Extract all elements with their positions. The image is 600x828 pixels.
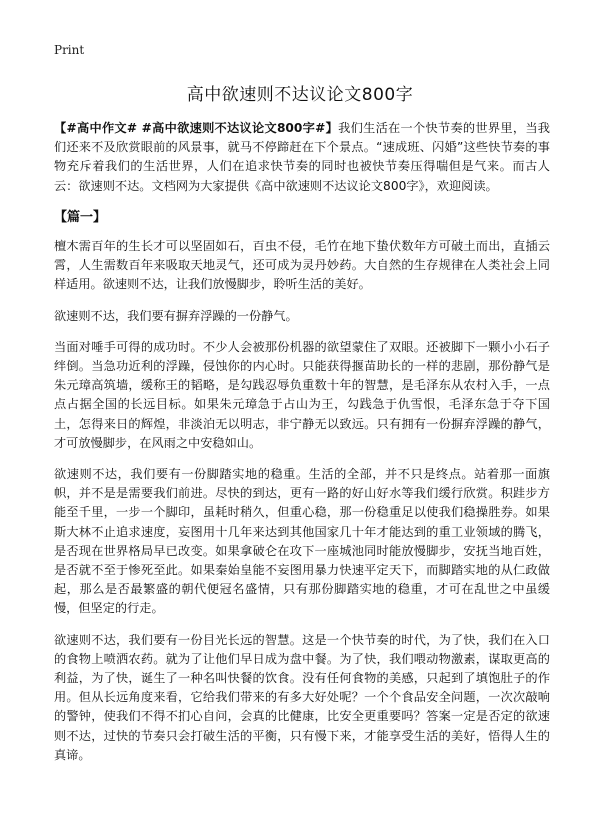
paragraph: 檀木需百年的生长才可以坚固如石，百虫不侵，毛竹在地下蛰伏数年方可破土而出，直插云霄，人生需数百年来吸取天地灵气，还可成为灵丹妙药。大自然的生存规律在人类社会上同样适用。欲速则不达，让我们放慢脚步，聆听生活的美好。 [54,239,550,292]
print-link[interactable]: Print [54,43,85,57]
intro-text: 我们生活在一个快节奏的世界里，当我们还来不及欣赏眼前的风景事，就马不停蹄赶在下个景点。“速成班、闪婚”这些快节奏的事物充斥着我们的生活世界，人们在追求快节奏的同时也被快节奏压得喘但是气来。而古人云：欲速则不达。文档网为大家提供《高中欲速则不达议论文800字》，欢迎阅读。 [54,121,550,193]
paragraph: 欲速则不达，我们要有摒弃浮躁的一份静气。 [54,308,298,323]
page-title: 高中欲速则不达议论文800字 [186,85,414,105]
paragraph: 当面对唾手可得的成功时。不少人会被那份机器的欲望蒙住了双眼。还被脚下一颗小小石子绊倒。当急功近利的浮躁，侵蚀你的内心时。只能获得揠苗助长的一样的悲剧，那份静气是朱元璋高筑墙，缓称王的韬略，是勾践忍辱负重数十年的智慧，是毛泽东从农村入手，一点点占据全国的长远目标。如果朱元璋急于占山为王，勾践急于仇雪恨，毛泽东急于夺下国土，怎得来日的辉煌，非淡泊无以明志，非宁静无以致远。只有拥有一份摒弃浮躁的静气，才可放慢脚步，在风雨之中安稳如山。 [54,339,550,450]
article-body [54,119,550,777]
intro-paragraph [54,119,550,196]
paragraph: 欲速则不达，我们要有一份目光长远的智慧。这是一个快节奏的时代，为了快，我们在入口的食物上喷洒农药。就为了让他们早日成为盘中餐。为了快，我们喂动物激素，谋取更高的利益，为了快，诞生了一种名叫快餐的饮食。没有任何食物的美感，只起到了填饱肚子的作用。但从长远角度来看，它给我们带来的有多大好处呢？一个个食品安全问题，一次次敲响的警钟，使我们不得不扪心自问，会真的比健康，比安全更重要吗？答案一定是否定的欲速则不达，过快的节奏只会打破生活的平衡，只有慢下来，才能享受生活的美好，悟得人生的真谛。 [54,632,550,762]
section-heading: 【篇一】 [54,209,107,225]
intro-tag: 【#高中作文# #高中欲速则不达议论文800字#】 [54,121,339,135]
paragraph: 欲速则不达，我们要有一份脚踏实地的稳重。生活的全部，并不只是终点。站着那一面旗帜，并不是是需要我们前进。尽快的到达，更有一路的好山好水等我们缓行欣赏。积跬步方能至千里，一步一个脚印，虽耗时稍久，但重心稳，那一份稳重足以使我们稳操胜券。如果斯大林不止追求速度，妄图用十几年来达到其他国家几十年才能达到的重工业领域的腾飞，是否现在世界格局早已改变。如果拿破仑在攻下一座城池同时能放慢脚步，安抚当地百姓，是否就不至于惨死至此。如果秦始皇能不妄图用暴力快速平定天下，而脚踏实地的从仁政做起，那么是否最繁盛的朝代便冠名盛情，只有那份脚踏实地的稳重，才可在乱世之中虽缓慢，但坚定的行走。 [54,467,550,616]
